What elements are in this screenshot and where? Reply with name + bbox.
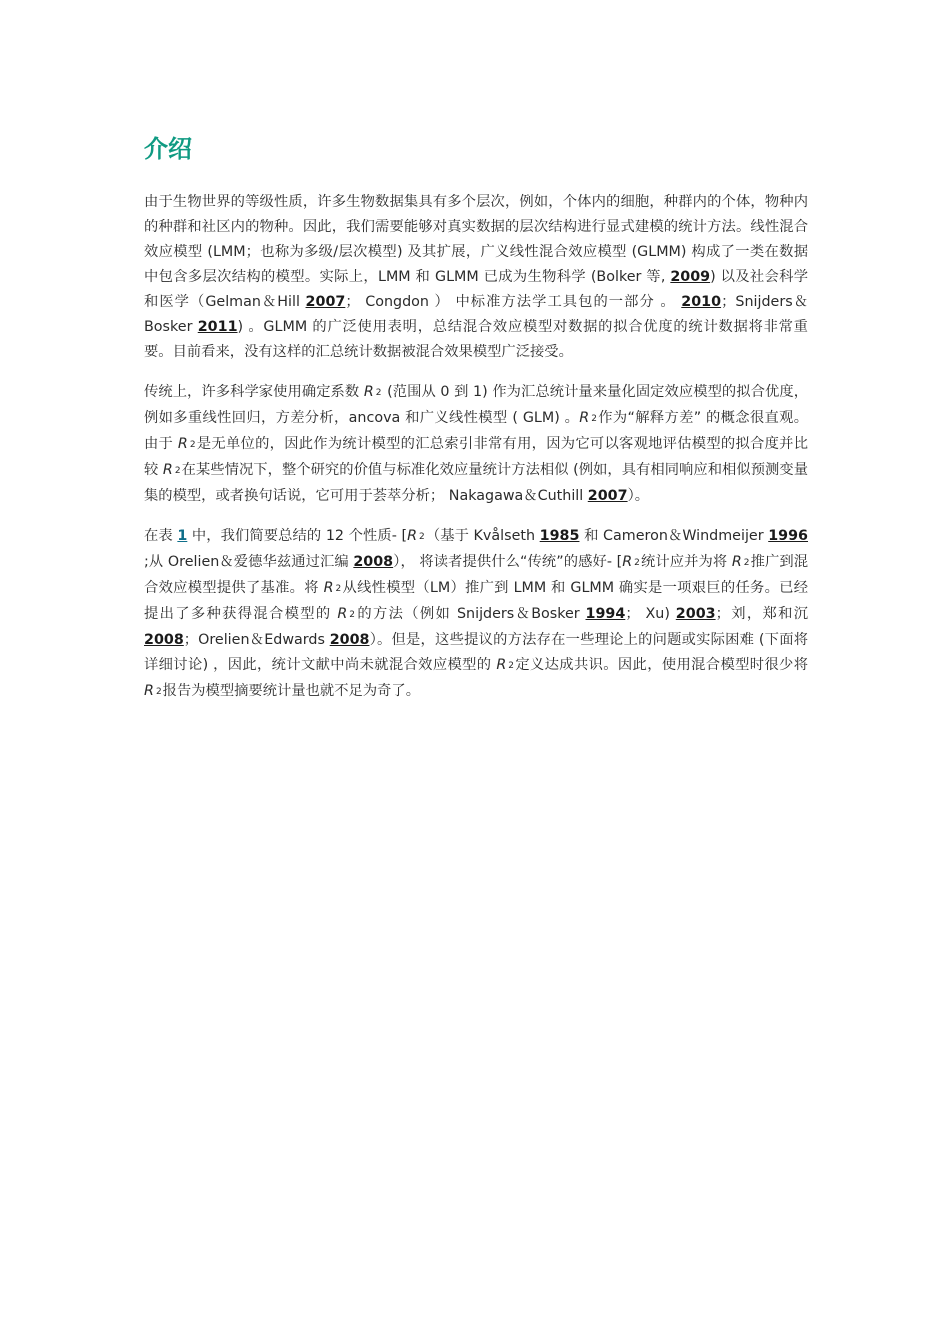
p3-text-7: 统计应并为将 <box>640 554 732 570</box>
p1-text-4: ；Snijders＆Bosker <box>144 294 808 335</box>
p3-text-10: 的方法（例如 Snijders＆Bosker <box>356 606 586 622</box>
r-squared-superscript: 2 <box>189 440 196 450</box>
r-squared-superscript: 2 <box>419 532 425 542</box>
r-squared-superscript: 2 <box>349 610 356 620</box>
p3-text-5: ;从 Orelien＆爱德华兹通过汇编 <box>144 554 354 570</box>
p3-text-1: 在表 <box>144 528 178 544</box>
r-squared-symbol: R <box>731 554 742 570</box>
citation-link-liu-zheng-shen-2008[interactable]: 2008 <box>144 632 184 648</box>
p2-text-4: 是无单位的，因此作为统计模型的汇总索引非常有用，因为它可以客观地评估模型的拟合度并比较 <box>144 436 808 478</box>
citation-link-xu-2003[interactable]: 2003 <box>675 606 716 622</box>
r-squared-symbol: R <box>363 384 374 400</box>
citation-link-snijders-bosker-1994[interactable]: 1994 <box>585 606 626 622</box>
citation-link-nakagawa-cuthill-2007[interactable]: 2007 <box>587 488 628 504</box>
p3-text-12: ；刘，郑和沉 <box>715 606 809 622</box>
p3-text-9: 从线性模型（LM）推广到 LMM 和 GLMM 确实是一项艰巨的任务。已经提出了多种获得混合模型的 <box>144 580 808 622</box>
r-squared-superscript: 2 <box>174 466 181 476</box>
p3-text-4: 和 Cameron＆Windmeijer <box>579 528 769 544</box>
p3-text-15: 定义达成共识。因此，使用混合模型时很少将 <box>515 657 808 673</box>
citation-link-bolker-2009[interactable]: 2009 <box>670 269 711 285</box>
p3-text-16: 报告为模型摘要统计量也就不足为奇了。 <box>162 683 421 699</box>
paragraph-3 <box>144 524 808 705</box>
p1-text-2: ) 以及社会科学和医学（Gelman＆Hill <box>144 269 808 310</box>
r-squared-superscript: 2 <box>743 558 750 568</box>
citation-link-orelien-edwards-2008a[interactable]: 2008 <box>353 554 394 570</box>
p2-text-1: 传统上，许多科学家使用确定系数 <box>144 384 364 400</box>
r-squared-symbol: R <box>323 580 334 596</box>
table-1-link[interactable]: 1 <box>177 528 188 544</box>
r-squared-symbol: R <box>162 462 173 478</box>
p2-text-3: 作为“解释方差” 的概念很直观。由于 <box>144 410 808 452</box>
p1-text-5: ) 。GLMM 的广泛使用表明，总结混合效应模型对数据的拟合优度的统计数据将非常重要。目前看来，没有这样的汇总统计数据被混合效果模型广泛接受。 <box>144 319 808 360</box>
r-squared-symbol: R <box>622 554 633 570</box>
p3-text-6: ）， 将读者提供什么“传统”的感好- [ <box>393 554 623 570</box>
citation-link-cameron-windmeijer-1996[interactable]: 1996 <box>768 528 809 544</box>
r-squared-symbol: R <box>579 410 590 426</box>
citation-link-orelien-edwards-2008b[interactable]: 2008 <box>329 632 370 648</box>
r-squared-superscript: 2 <box>375 388 382 398</box>
r-squared-symbol: R <box>337 606 348 622</box>
r-squared-symbol: R <box>407 528 418 544</box>
r-squared-symbol: R <box>177 436 188 452</box>
p3-text-2: 中，我们简要总结的 12 个性质- [ <box>187 528 408 544</box>
paragraph-2 <box>144 380 808 509</box>
r-squared-symbol: R <box>144 683 154 699</box>
r-squared-superscript: 2 <box>335 584 342 594</box>
p3-text-14: ）。但是，这些提议的方法存在一些理论上的问题或实际困难 (下面将详细讨论) ，因此，统计文献中尚未就混合效应模型的 <box>144 632 808 673</box>
p2-text-2: (范围从 0 到 1) 作为汇总统计量来量化固定效应模型的拟合优度，例如多重线性回归，方差分析，ancova 和广义线性模型 ( GLM) 。 <box>144 384 808 426</box>
r-squared-symbol: R <box>496 657 507 673</box>
r-squared-superscript: 2 <box>591 414 597 424</box>
citation-link-gelman-hill-2007[interactable]: 2007 <box>305 294 346 310</box>
r-squared-superscript: 2 <box>634 558 640 568</box>
citation-link-kvalseth-1985[interactable]: 1985 <box>539 528 580 544</box>
p1-text-1: 由于生物世界的等级性质，许多生物数据集具有多个层次，例如，个体内的细胞，种群内的个体，物种内的种群和社区内的物种。因此，我们需要能够对真实数据的层次结构进行显式建模的统计方法。线性混合效应模型 (LMM；也称为多级/层次模型) 及其扩展，广义线性混合效应模型 (GLMM) 构成了一类在数据中包含多层次结构的模型。实际上，LMM 和 GLMM 已成为生物科学 (Bolker 等, <box>144 194 808 285</box>
p2-text-5: 在某些情况下，整个研究的价值与标准化效应量统计方法相似 (例如，具有相同响应和相似预测变量集的模型，或者换句话说，它可用于荟萃分析； Nakagawa＆Cuthill <box>144 462 809 504</box>
r-squared-superscript: 2 <box>508 661 514 671</box>
p3-text-8: 推广到混合效应模型提供了基准。将 <box>144 554 808 596</box>
p3-text-13: ；Orelien＆Edwards <box>183 632 330 648</box>
paragraph-1 <box>144 190 808 365</box>
p3-text-3: （基于 Kvålseth <box>425 528 540 544</box>
p1-text-3: ； Congdon ） 中标准方法学工具包的一部分 。 <box>345 294 682 310</box>
citation-link-congdon-2010[interactable]: 2010 <box>681 294 722 310</box>
r-squared-superscript: 2 <box>155 687 162 697</box>
citation-link-snijders-bosker-2011[interactable]: 2011 <box>197 319 238 335</box>
p3-text-11: ； Xu) <box>625 606 676 622</box>
p2-text-6: ）。 <box>627 488 650 504</box>
section-title: 介绍 <box>144 135 192 163</box>
article-section <box>144 128 808 720</box>
